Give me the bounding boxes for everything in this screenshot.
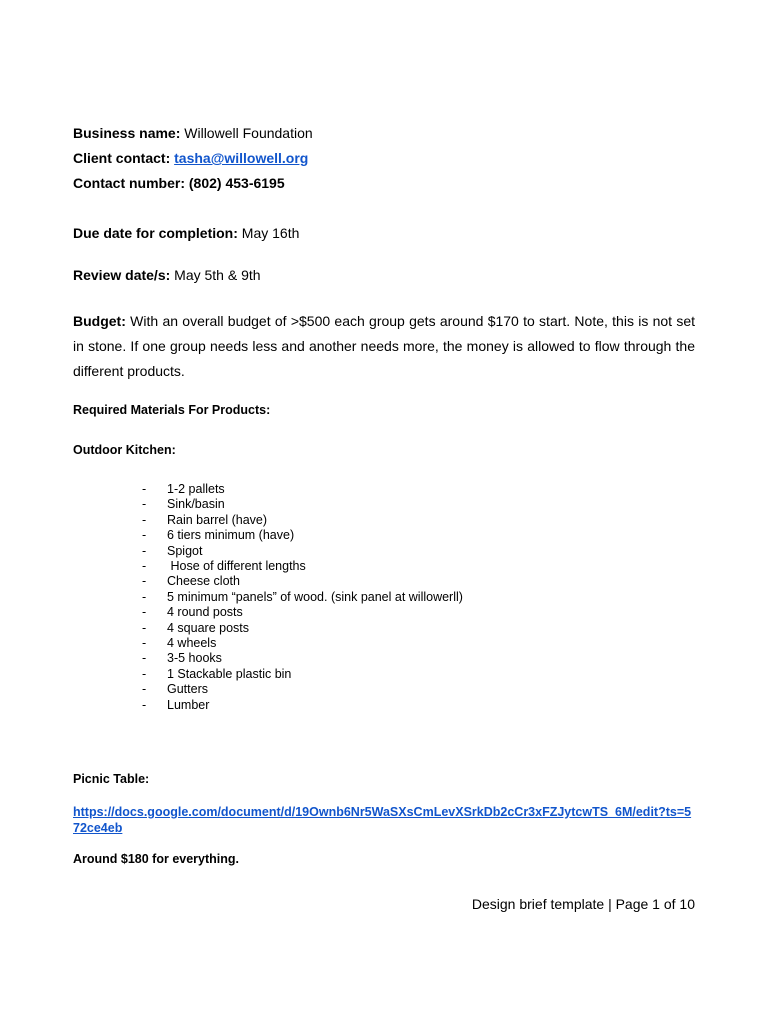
list-item-text: Cheese cloth [167,574,240,589]
budget-text: With an overall budget of >$500 each group gets around $170 to start. Note, this is not set in stone. If one group needs less and another needs more, the money is allowed to flow through the different products. [73,313,695,379]
list-item [142,621,463,636]
due-date-value: May 16th [241,225,300,241]
bullet-dash: - [142,482,147,496]
review-date-value: May 5th & 9th [174,267,261,283]
bullet-dash: - [142,666,147,681]
bullet-dash: - [142,682,147,697]
bullet-dash: - [142,497,147,512]
list-item-text: 5 minimum “panels” of wood. (sink panel at willowerll) [167,589,463,604]
budget-label: Budget: [73,313,126,329]
list-item [142,544,463,559]
review-date-row [73,267,261,284]
business-name-row [73,125,313,142]
bullet-dash: - [142,574,147,589]
bullet-dash: - [142,528,147,543]
picnic-table-heading: Picnic Table: [73,772,150,786]
picnic-table-cost-note: Around $180 for everything. [73,852,240,866]
due-date-label: Due date for completion: [73,225,238,241]
list-item-text: Spigot [167,543,203,558]
budget-paragraph [73,309,695,384]
list-item-text: Lumber [167,697,210,712]
list-item [142,497,463,512]
list-item-text: Gutters [167,682,208,697]
list-item-text: 3-5 hooks [167,651,222,666]
client-contact-row [73,150,308,167]
list-item [142,651,463,666]
list-item-text: 6 tiers minimum (have) [167,528,295,543]
outdoor-kitchen-heading: Outdoor Kitchen: [73,443,176,457]
bullet-dash: - [142,512,147,527]
list-item-text: 4 square posts [167,620,249,635]
page-footer: Design brief template | Page 1 of 10 [471,896,695,912]
list-item [142,636,463,651]
list-item [142,605,463,620]
required-materials-heading: Required Materials For Products: [73,403,271,417]
review-date-label: Review date/s: [73,267,171,283]
client-contact-label: Client contact: [73,150,171,166]
list-item [142,482,463,497]
business-name-label: Business name: [73,125,181,141]
bullet-dash: - [142,620,147,635]
bullet-dash: - [142,651,147,666]
list-item [142,528,463,543]
client-email-link[interactable]: tasha@willowell.org [174,150,309,166]
bullet-dash: - [142,589,147,604]
list-item-text: 1 Stackable plastic bin [167,666,292,681]
list-item [142,667,463,682]
list-item [142,698,463,713]
contact-number-row [73,175,285,192]
list-item [142,513,463,528]
bullet-dash: - [142,697,147,712]
list-item [142,559,463,574]
bullet-dash: - [142,605,147,620]
list-item-text: Rain barrel (have) [167,512,268,527]
list-item-text: 4 round posts [167,605,243,620]
list-item-text: Sink/basin [167,497,225,512]
list-item [142,574,463,589]
picnic-table-doc-link[interactable]: https://docs.google.com/document/d/19Ownb6Nr5WaSXsCmLevXSrkDb2cCr3xFZJytcwTS_6M/edit?ts=572ce4eb [73,805,692,835]
outdoor-kitchen-list [142,482,463,713]
business-name-value: Willowell Foundation [184,125,313,141]
bullet-dash: - [142,636,147,651]
due-date-row [73,225,299,242]
bullet-dash: - [142,543,147,558]
list-item [142,590,463,605]
list-item-text: 4 wheels [167,636,217,651]
contact-number-label: Contact number: [73,175,185,191]
bullet-dash: - [142,559,147,574]
list-item [142,682,463,697]
list-item-text: Hose of different lengths [167,559,306,574]
contact-number-value: (802) 453-6195 [188,175,285,191]
list-item-text: 1-2 pallets [167,482,225,496]
